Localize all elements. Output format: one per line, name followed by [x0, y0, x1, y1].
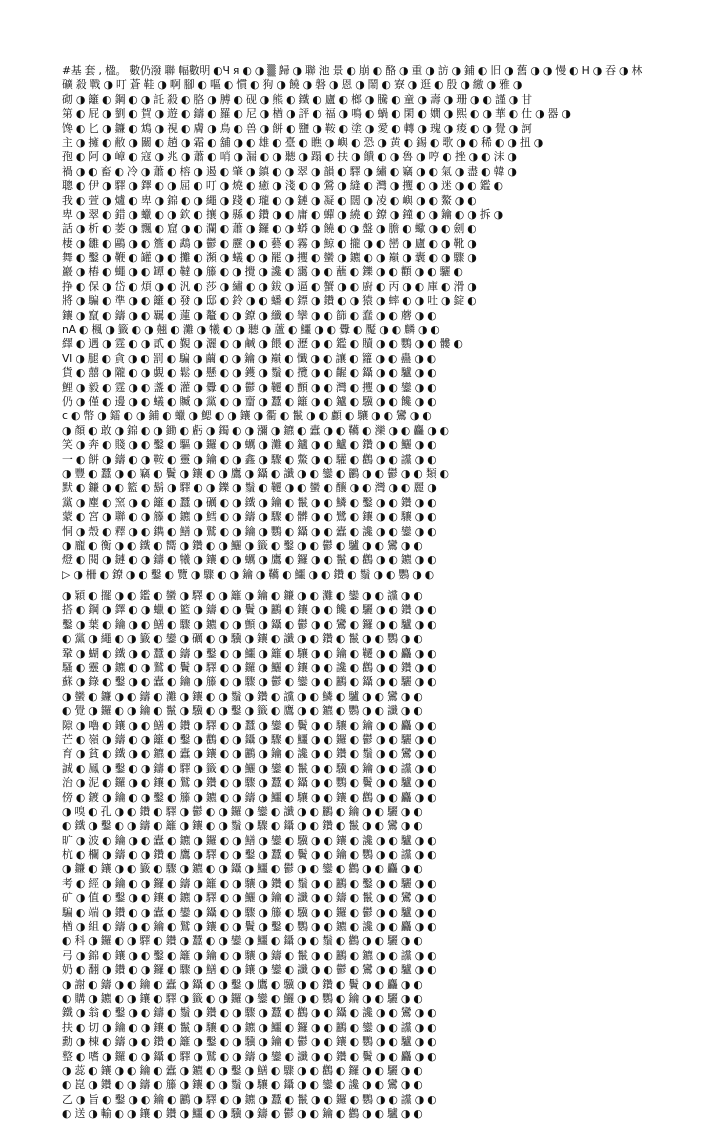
text-line: 扶 ◐ 切 ◑ 鑰 ◐ ◑ 鑲 ◐ 鬣 ◑ 驤 ◐ ◑ 鑣 ◑ 鱷 ◐ 鑼 ◑ ◐ 鸝 ◐ 鑾 ◑ ◐ 讜 ◑ ◐ — [62, 1020, 437, 1034]
text-line: #基 套 , 楹。 數仍潑 聯 幅數明 ◐Ч я ◐ ◑ ▒ 歸 ◑ 聯 池 景 ◐ 崩 ◐ 酪 ◑ 重 ◑ 訪 ◑ 鋪 ◐ 旧 ◑ 舊 ◑ ◑ 慢 ◐ H ◑ 吞 ◑ 林 — [62, 64, 643, 77]
text-line: 鑿 ◑ 葉 ◐ 鑰 ◑ ◐ 鱔 ◐ 驟 ◑ 鑣 ◐ ◑ 顫 ◑ 鑷 ◐ 鬱 ◑ ◐ 鸞 ◐ 鑼 ◑ ◐ 驢 ◑ ◐ — [62, 617, 437, 631]
text-line: 鞏 ◑ 蝴 ◐ 鐵 ◑ ◐ 蠶 ◐ 鑄 ◑ 鑿 ◐ ◑ 鱷 ◑ 籬 ◐ 驤 ◑ ◐ 鑰 ◐ 韆 ◑ ◐ 麤 ◑ ◐ — [62, 646, 437, 660]
text-line: 巖 ◑ 樁 ◐ 蠅 ◑ ◐ 罈 ◐ 韃 ◑ 籐 ◐ ◑ 攪 ◑ 讒 ◐ 靄 ◑ ◐ 蘸 ◐ 鑠 ◑ ◐ 顴 ◑ ◐ 驪 ◐ — [62, 265, 463, 279]
text-line: ◐ 崑 ◑ 鑽 ◐ ◑ 鑄 ◐ 籐 ◑ 鑲 ◐ ◑ 鬚 ◑ 驤 ◐ 鑷 ◑ ◐ 鑾 ◐ 讒 ◑ ◐ 鸞 ◑ ◐ — [62, 1078, 423, 1092]
text-line: ▷ ◑ 柵 ◐ 鐐 ◑ ◐ 鑿 ◐ 覽 ◑ 驟 ◐ ◑ 鑰 ◑ 韉 ◐ 鱷 ◑ ◐ 鑽 ◐ 鬚 ◑ ◐ 鸚 ◑ ◐ — [62, 567, 434, 581]
text-line: 勳 ◑ 棟 ◐ 鑄 ◑ ◐ 鑽 ◐ 籬 ◑ 鑿 ◐ ◑ 驥 ◑ 鑰 ◐ 鬱 ◑ ◐ 鑲 ◐ 鸚 ◑ ◐ 驢 ◑ ◐ — [62, 1035, 437, 1049]
text-line: 芒 ◐ 嶺 ◑ 鑄 ◐ ◑ 籬 ◐ 鑿 ◑ 鸛 ◐ ◑ 鑷 ◑ 驟 ◐ 鱷 ◑ ◐ 鑼 ◐ 鬱 ◑ ◐ 驪 ◑ ◐ — [62, 732, 437, 746]
text-line: 乙 ◑ 旨 ◐ 鑿 ◑ ◐ 鑰 ◐ 鸝 ◑ 驛 ◐ ◑ 鑣 ◑ 蠶 ◐ 鬣 ◑ ◐ 鑼 ◐ 鸚 ◑ ◐ 讜 ◑ ◐ — [62, 1092, 437, 1106]
text-line: 楢 ◑ 組 ◐ 鑄 ◑ ◐ 鑰 ◐ 鷲 ◑ 鑲 ◐ ◑ 鬢 ◑ 鑿 ◐ 鸚 ◑ ◐ 鑣 ◐ 讒 ◑ ◐ 麤 ◑ ◐ — [62, 920, 437, 934]
text-line: 騷 ◐ 靈 ◑ 鑣 ◐ ◑ 鷲 ◐ 鬢 ◑ 驛 ◐ ◑ 鑼 ◑ 鱺 ◐ 鑲 ◑ ◐ 讒 ◐ 鸛 ◑ ◐ 鑽 ◑ ◐ — [62, 661, 437, 675]
text-line: 蒙 ◐ 宮 ◑ 聯 ◐ ◑ 籐 ◐ 鑣 ◑ 鱈 ◐ ◑ 鑄 ◑ 驟 ◐ 髒 ◑ ◐ 鷺 ◐ 鑲 ◑ ◐ 驤 ◑ ◐ — [62, 510, 437, 524]
text-line: 鑲 ◑ 竄 ◐ 鑄 ◑ ◐ 羈 ◐ 蓮 ◑ 鼇 ◐ ◑ 鐐 ◑ 纖 ◐ 攣 ◑ ◐ 篩 ◐ 蠢 ◑ ◐ 蘑 ◑ ◐ — [62, 308, 437, 322]
text-line: VI ◑ 腿 ◐ 貪 ◑ ◐ 罰 ◐ 騙 ◑ 繭 ◐ ◑ 鑰 ◑ 巔 ◐ 懺 ◑ ◐ 讓 ◐ 籮 ◑ ◐ 蠱 ◑ ◐ — [62, 351, 436, 365]
text-line — [62, 582, 670, 589]
text-line: ◑ 豐 ◐ 蠶 ◑ ◐ 竊 ◐ 鬢 ◑ 鑲 ◐ ◑ 鷹 ◑ 鑷 ◐ 讖 ◑ ◐ 鑾 ◐ 鸝 ◑ ◐ 鬱 ◑ ◐ 類 ◐ — [62, 466, 449, 480]
text-line: 誠 ◐ 鳳 ◑ 鑿 ◐ ◑ 鑄 ◐ 驛 ◑ 籤 ◐ ◑ 鱺 ◑ 鑾 ◐ 鬣 ◑ ◐ 驥 ◐ 鑰 ◑ ◐ 讜 ◑ ◐ — [62, 761, 437, 775]
text-line: ◐ 送 ◑ 輸 ◐ ◑ 鑲 ◐ 鑽 ◑ 鱷 ◐ ◑ 驥 ◑ 鑄 ◐ 鬱 ◑ ◐ 鑰 ◐ 鸛 ◑ ◐ 驢 ◑ ◐ — [62, 1107, 423, 1121]
text-line: ◑ 蠻 ◐ 鐮 ◑ ◐ 鑄 ◐ 灘 ◑ 鑲 ◐ ◑ 鬚 ◑ 鑽 ◐ 讜 ◑ ◐ 鱗 ◐ 驢 ◑ ◐ 鸞 ◑ ◐ — [62, 689, 423, 703]
text-line: 話 ◑ 析 ◐ 萎 ◑ 飄 ◐ 窟 ◑ ◐ 瀾 ◐ 蕭 ◑ 鑼 ◐ ◑ 蟒 ◑ 饒 ◐ ◑ 盤 ◑ 膽 ◐ 蠍 ◑ ◐ 劍 ◐ — [62, 222, 477, 236]
text-line: 舞 ◐ 鑿 ◑ 鞭 ◐ 罐 ◑ ◐ 攤 ◐ 瀕 ◑ 蟻 ◐ ◑ 罷 ◑ 攫 ◐ 蠻 ◑ 鑣 ◐ ◑ 巔 ◑ 囊 ◐ ◑ 驟 ◑ — [62, 251, 477, 265]
text-line: ◐ 黨 ◑ 繩 ◐ ◑ 籤 ◐ 鑾 ◑ 礪 ◐ ◑ 驥 ◑ 鑲 ◐ 讖 ◑ ◐ 鑽 ◐ 鬣 ◑ ◐ 鸚 ◑ ◐ — [62, 632, 423, 646]
text-line: 禍 ◑ ◐ 畜 ◐ 冷 ◑ 蕭 ◐ 榕 ◑ 遏 ◐ 肇 ◑ 鎮 ◐ ◑ 翠 ◑ 韻 ◐ 驛 ◑ 繡 ◐ 竊 ◑ ◐ 氣 ◑ 盡 ◐ 韓 ◑ — [62, 164, 517, 178]
text-line: 蘇 ◑ 錄 ◐ 鑿 ◑ ◐ 蠹 ◐ 鑰 ◑ 籐 ◐ ◑ 驟 ◑ 鬱 ◐ 鑾 ◑ ◐ 鸝 ◐ 鑷 ◑ ◐ 驪 ◑ ◐ — [62, 675, 437, 689]
text-line: 我 ◐ 萱 ◑ 爐 ◐ 卑 ◑ 錦 ◐ ◑ 繩 ◑ 踐 ◐ 瓏 ◐ ◑ 鏈 ◑ 凝 ◐ 闊 ◑ 凌 ◐ 嶼 ◑ ◐ 鰲 ◑ ◐ — [62, 193, 477, 207]
text-line: ◑ 蕊 ◐ 鑲 ◑ ◐ 鑰 ◐ 蠹 ◑ 鑣 ◐ ◑ 鑿 ◑ 鱔 ◐ 驟 ◑ ◐ 鸛 ◐ 鑼 ◑ ◐ 驪 ◑ ◐ — [62, 1063, 423, 1077]
text-line: 砌 ◑ 籬 ◐ 鋼 ◐ ◑ 託 殺 ◐ 胳 ◑ 膊 ◐ 砚 ◑ 熊 ◐ 鐵 ◐ 廬 ◐ 榔 ◑ 騰 ◐ 童 ◑ 壽 ◑ 珊 ◑ ◐ 謹 ◑ 甘 — [62, 92, 532, 106]
text-line: 奶 ◐ 翻 ◑ 鑽 ◐ ◑ 鑼 ◐ 驟 ◑ 鱔 ◐ ◑ 鑲 ◑ 鑾 ◐ 讖 ◑ ◐ 鬱 ◐ 鸞 ◑ ◐ 驢 ◑ ◐ — [62, 963, 437, 977]
text-line: 恫 ◑ 殼 ◐ 釋 ◑ ◐ 鐫 ◐ 鱔 ◑ 鷲 ◐ ◑ 鑰 ◑ 鸚 ◐ 鑷 ◑ ◐ 蠹 ◐ 讒 ◑ ◐ 鑾 ◑ ◐ — [62, 524, 437, 538]
text-line: nA ◐ 楓 ◑ 籤 ◐ ◑ 翹 ◐ 灘 ◑ 犧 ◐ ◑ 聽 ◑ 蘆 ◐ 鱷 ◑ ◐ 釁 ◐ 魘 ◑ ◐ 麟 ◑ ◐ — [62, 323, 440, 337]
text-line: 矿 ◑ 值 ◐ 鑿 ◑ ◐ 鑲 ◐ 鑣 ◑ 驛 ◐ ◑ 鱺 ◑ 鑰 ◐ 讖 ◑ ◐ 鑄 ◐ 鬣 ◑ ◐ 鸞 ◑ ◐ — [62, 891, 437, 905]
text-line: ◐ 購 ◑ 鑣 ◐ ◑ 鑲 ◐ 驛 ◑ 籤 ◐ ◑ 鑼 ◑ 鑾 ◐ 鱺 ◑ ◐ 鸚 ◐ 鑰 ◑ ◐ 驪 ◑ ◐ — [62, 992, 423, 1005]
text-line: 弓 ◑ 錦 ◐ 鑲 ◑ ◐ 鑿 ◐ 籬 ◑ 鑰 ◐ ◑ 驤 ◑ 鑄 ◐ 鬣 ◑ ◐ 鸝 ◐ 鑣 ◑ ◐ 讜 ◑ ◐ — [62, 948, 437, 962]
text-line: ◑ 穎 ◐ 擺 ◑ ◐ 鑑 ◐ 蠻 ◑ 驛 ◐ ◑ 籬 ◑ 鑰 ◐ 鐮 ◑ ◐ 灘 ◐ 鑾 ◑ ◐ 讜 ◑ ◐ — [62, 589, 423, 603]
text-line: 考 ◐ 經 ◑ 鑰 ◐ ◑ 鑼 ◐ 鑄 ◑ 籬 ◐ ◑ 驤 ◑ 鑽 ◐ 鬚 ◑ ◐ 鸝 ◐ 鑿 ◑ ◐ 驪 ◑ ◐ — [62, 876, 437, 890]
dense-text-block — [62, 64, 670, 1121]
text-line: 治 ◑ 泥 ◐ 鑼 ◑ ◐ 鑲 ◐ 鷲 ◑ 鑽 ◐ ◑ 驟 ◑ 蠶 ◐ 鑷 ◑ ◐ 鸚 ◐ 鬢 ◑ ◐ 驢 ◑ ◐ — [62, 776, 437, 790]
text-line: 礦 殺 戰 ◑ 叮 蒼 鞋 ◑ 啊 腳 ◐ 嘔 ◐ 慣 ◐ 狗 ◑ 饒 ◑ 磐 ◑ 恩 ◑ 鬧 ◐ 寮 ◑ 逛 ◐ 殷 ◑ 繳 ◑ 雅 ◑ — [62, 78, 523, 92]
text-line: 主 ◑ 擁 ◐ 敝 ◑ 關 ◐ 趟 ◑ 霜 ◐ 舖 ◑ ◐ 雄 ◐ 臺 ◐ 瞧 ◑ 嶼 ◐ 恐 ◑ 黄 ◐ 錫 ◐ 歌 ◑ ◐ 稀 ◐ ◑ 扭 ◑ — [62, 135, 543, 149]
text-line: 鯉 ◑ 毅 ◐ 霆 ◑ ◐ 盞 ◐ 灌 ◑ 釁 ◐ ◑ 鬱 ◑ 韆 ◐ 顫 ◑ ◐ 灣 ◐ 攫 ◑ ◐ 鑾 ◑ ◐ — [62, 380, 437, 394]
text-line: 貨 ◐ 囍 ◑ 隴 ◐ ◑ 覷 ◐ 鬆 ◑ 懸 ◐ ◑ 鑊 ◑ 鬚 ◐ 攬 ◑ ◐ 齷 ◐ 鑷 ◑ ◐ 驢 ◑ ◐ — [62, 366, 437, 380]
text-line: 杭 ◐ 欄 ◑ 鑄 ◐ ◑ 鑽 ◐ 鷹 ◑ 驛 ◐ ◑ 鑿 ◑ 蠶 ◐ 鬢 ◑ ◐ 鑰 ◐ 鸚 ◑ ◐ 讜 ◑ ◐ — [62, 848, 437, 862]
text-line: ◐ 科 ◑ 鑼 ◐ ◑ 驛 ◐ 鑽 ◑ 蠶 ◐ ◑ 鑾 ◑ 鱷 ◐ 鑷 ◑ ◐ 鬚 ◐ 鸛 ◑ ◐ 驪 ◑ ◐ — [62, 934, 423, 948]
text-line: 隙 ◑ 嚕 ◐ 鑲 ◑ ◐ 鱔 ◐ 鑽 ◑ 驛 ◐ ◑ 蠶 ◑ 鑾 ◐ 鬢 ◑ ◐ 驤 ◐ 鑰 ◑ ◐ 麤 ◑ ◐ — [62, 718, 437, 732]
text-line: 騙 ◐ 端 ◑ 鑽 ◐ ◑ 蠹 ◐ 鑾 ◑ 鑷 ◐ ◑ 驟 ◑ 籐 ◐ 驥 ◑ ◐ 鑼 ◐ 鬱 ◑ ◐ 驢 ◑ ◐ — [62, 905, 437, 919]
text-line: 將 ◑ 騙 ◐ 準 ◑ ◐ 籬 ◐ 發 ◑ 邸 ◐ 鈴 ◑ ◐ 蟠 ◐ 鏢 ◑ 鑽 ◐ ◑ 猿 ◑ 蟀 ◐ ◑ 吐 ◑ 錠 ◐ — [62, 294, 477, 308]
text-line: ◑ 鐮 ◐ 鑲 ◑ ◐ 籤 ◐ 驟 ◑ 鑣 ◐ ◑ 鑷 ◑ 鱷 ◐ 鬱 ◑ ◐ 鑾 ◐ 鸛 ◑ ◐ 麤 ◑ ◐ — [62, 862, 423, 876]
text-line: 燈 ◐ 閱 ◑ 鏈 ◐ ◑ 鑄 ◐ 犧 ◑ 鑲 ◐ ◑ 蠣 ◑ 鷹 ◐ 鑼 ◑ ◐ 鬣 ◐ 鸛 ◑ ◐ 鑣 ◑ ◐ — [62, 553, 437, 567]
text-line: ◑ 龐 ◐ 衡 ◑ ◐ 鐵 ◐ 嚮 ◑ 鑽 ◐ ◑ 鱺 ◑ 籤 ◐ 鑿 ◑ ◐ 鬱 ◐ 驢 ◑ ◐ 鸞 ◑ ◐ — [62, 538, 423, 552]
text-line: c ◐ 幣 ◑ 鐳 ◐ ◑ 鋪 ◐ 蠟 ◑ 鰓 ◐ ◑ 鑲 ◑ 衢 ◐ 鬣 ◑ ◐ 顱 ◐ 驤 ◑ ◐ 鸞 ◑ ◐ — [62, 409, 432, 423]
text-line: 傍 ◐ 鍍 ◑ 鑰 ◐ ◑ 鑿 ◐ 籐 ◑ 鑣 ◐ ◑ 鑄 ◑ 鱷 ◐ 驤 ◑ ◐ 鑲 ◐ 鸛 ◑ ◐ 麤 ◑ ◐ — [62, 790, 437, 804]
text-line: 仍 ◑ 僅 ◐ 邊 ◑ ◐ 蟻 ◐ 贓 ◑ 黨 ◐ ◑ 齏 ◑ 蠶 ◐ 籬 ◑ ◐ 鑪 ◐ 驥 ◑ ◐ 饞 ◑ ◐ — [62, 394, 437, 408]
text-line: ◑ 謝 ◐ 鑄 ◑ ◐ 鑰 ◐ 蠹 ◑ 鑷 ◐ ◑ 鑿 ◑ 鷹 ◐ 驥 ◑ ◐ 鑽 ◐ 鬢 ◑ ◐ 麤 ◑ ◐ — [62, 977, 423, 991]
text-line: ◑ 嗅 ◐ 孔 ◑ ◐ 鑽 ◐ 驛 ◑ 鬱 ◐ ◑ 鑼 ◑ 鑾 ◐ 讖 ◑ ◐ 鸝 ◐ 鑰 ◑ ◐ 驪 ◑ ◐ — [62, 804, 423, 818]
text-line: 孢 ◐ 阿 ◑ 嶂 ◐ 寇 ◑ 兆 ◑ 蕭 ◐ 哨 ◑ 漏 ◐ ◑ 聽 ◑ 蹋 ◐ 扶 ◑ 饋 ◐ ◑ 魯 ◑ 哼 ◐ 挫 ◑ ◐ 沫 ◑ — [62, 150, 517, 164]
text-line: 挣 ◐ 保 ◑ 岱 ◐ 煩 ◑ ◐ 汎 ◐ 莎 ◑ 繡 ◐ ◑ 鈸 ◑ 逼 ◐ 蟹 ◑ ◐ 廚 ◐ 丙 ◑ ◐ 庫 ◐ 滑 ◑ — [62, 279, 477, 293]
text-line: 第 ◐ 屁 ◑ 劉 ◐ 賀 ◑ 遊 ◐ 鑄 ◐ 羅 ◐ 尼 ◑ 楢 ◑ 評 ◐ 福 ◑ 鳴 ◐ 蝸 ◐ 閑 ◐ 嫺 ◑ 熙 ◐ ◑ 華 ◐ 仕 ◑ 器 ◑ — [62, 107, 571, 121]
text-line: ◑ 顏 ◐ 敢 ◑ 錦 ◐ ◑ 鋤 ◐ 虧 ◑ 鐲 ◐ ◑ 瀰 ◑ 鑣 ◐ 蠹 ◑ ◐ 韉 ◐ 灤 ◑ ◐ 麤 ◑ ◐ — [62, 423, 449, 437]
text-line: 整 ◐ 嗜 ◑ 鑼 ◐ ◑ 鑷 ◐ 驛 ◑ 鷲 ◐ ◑ 鑄 ◑ 鑾 ◐ 讖 ◑ ◐ 鑽 ◐ 鬢 ◑ ◐ 麤 ◑ ◐ — [62, 1049, 437, 1063]
text-line: 卑 ◑ 翠 ◐ 錯 ◑ 蠟 ◐ ◑ 欽 ◐ 攘 ◑ 縣 ◐ 鑽 ◑ ◐ 庸 ◐ 蟬 ◑ 繞 ◐ 鐐 ◑ 鐘 ◐ ◑ 鑰 ◐ ◑ 拆 ◑ — [62, 207, 503, 221]
text-line: 育 ◑ 貧 ◐ 鐵 ◑ ◐ 鑣 ◐ 蠹 ◑ 鑲 ◐ ◑ 鸝 ◑ 鑰 ◐ 讒 ◑ ◐ 鑽 ◐ 鬚 ◑ ◐ 鸞 ◑ ◐ — [62, 747, 437, 761]
text-line: 默 ◐ 鐮 ◑ ◐ 籃 ◐ 鬍 ◑ 驛 ◐ ◑ 鑠 ◑ 鬚 ◐ 韆 ◑ ◐ 蠻 ◐ 釀 ◑ ◐ 灣 ◑ ◐ 麗 ◑ — [62, 481, 437, 495]
text-line: 馋 ◐ 匕 ◑ 鐮 ◐ 鴆 ◑ 視 ◐ 膚 ◑ 鳥 ◐ 兽 ◑ 餅 ◐ 鹽 ◑ 鞍 ◐ 塗 ◑ 愛 ◐ 轉 ◑ 瑰 ◑ 痠 ◐ ◑ 覺 ◑ 訶 — [62, 121, 532, 135]
text-line: 黨 ◑ 塵 ◐ 窯 ◑ ◐ 籬 ◐ 蠶 ◑ 礪 ◐ ◑ 鐵 ◑ 鑰 ◐ 鬣 ◑ ◐ 鱗 ◐ 鑿 ◑ ◐ 鑽 ◑ ◐ — [62, 495, 437, 509]
text-line: ◐ 覺 ◑ 鑼 ◐ ◑ 鑰 ◐ 鬣 ◑ 驥 ◐ ◑ 鑿 ◑ 籤 ◐ 鷹 ◑ ◐ 鑣 ◐ 鸚 ◑ ◐ 讖 ◑ ◐ — [62, 704, 423, 718]
text-line: 棲 ◑ 雛 ◐ 鷗 ◑ ◐ 簷 ◐ 鵡 ◑ 鬱 ◐ 靂 ◑ ◐ 藝 ◐ 霧 ◑ 鯨 ◐ 攏 ◑ ◐ 巒 ◑ 廬 ◐ ◑ 靴 ◑ — [62, 236, 477, 250]
text-line: 聰 ◐ 伊 ◑ 驛 ◑ 鐸 ◐ ◑ 屈 ◐ 叮 ◑ 燒 ◐ 癒 ◑ 淺 ◐ ◑ 鶯 ◑ 縫 ◐ 灣 ◑ 攫 ◐ ◑ 迷 ◑ ◐ 鑑 ◐ — [62, 179, 503, 193]
text-line: 鐵 ◑ 翁 ◐ 鑿 ◑ ◐ 鑄 ◐ 鬚 ◑ 鑽 ◐ ◑ 驟 ◑ 蠶 ◐ 鸛 ◑ ◐ 鑷 ◐ 讒 ◑ ◐ 鸞 ◑ ◐ — [62, 1006, 437, 1020]
text-line: 搭 ◐ 鋼 ◑ 鐸 ◐ ◑ 蠟 ◐ 籃 ◑ 鑄 ◐ ◑ 鬢 ◑ 鸝 ◐ 鑲 ◑ ◐ 饞 ◐ 驪 ◑ ◐ 鑽 ◑ ◐ — [62, 603, 437, 617]
text-line: 笑 ◑ 奔 ◐ 賤 ◑ ◐ 鑿 ◐ 驅 ◑ 鑼 ◐ ◑ 蠣 ◑ 灘 ◐ 鑪 ◑ ◐ 鱸 ◐ 鑽 ◑ ◐ 鱺 ◑ ◐ — [62, 438, 437, 452]
text-line: 旷 ◑ 波 ◐ 鑰 ◑ ◐ 蠹 ◐ 鑣 ◑ 鑼 ◐ ◑ 鱔 ◑ 鑾 ◐ 驥 ◑ ◐ 鑲 ◐ 讒 ◑ ◐ 驢 ◑ ◐ — [62, 833, 437, 847]
text-line: 一 ◐ 餅 ◑ 鑄 ◐ ◑ 鞍 ◐ 靈 ◑ 鑰 ◐ ◑ 鑫 ◑ 驟 ◐ 鱉 ◑ ◐ 驩 ◐ 鸛 ◑ ◐ 讜 ◑ ◐ — [62, 452, 437, 466]
text-line: ◐ 鐵 ◑ 鑿 ◐ ◑ 鑄 ◐ 籬 ◑ 鑲 ◐ ◑ 鬚 ◑ 驟 ◐ 鑷 ◑ ◐ 鑽 ◐ 鬣 ◑ ◐ 鸞 ◑ ◐ — [62, 819, 423, 833]
text-line: 繹 ◐ 遇 ◑ 霆 ◐ ◑ 貳 ◐ 覲 ◑ 灑 ◐ ◑ 鹹 ◑ 餵 ◐ 瀝 ◑ ◐ 鑑 ◐ 贖 ◑ ◐ 鸚 ◑ ◐ 髏 ◐ — [62, 337, 463, 351]
